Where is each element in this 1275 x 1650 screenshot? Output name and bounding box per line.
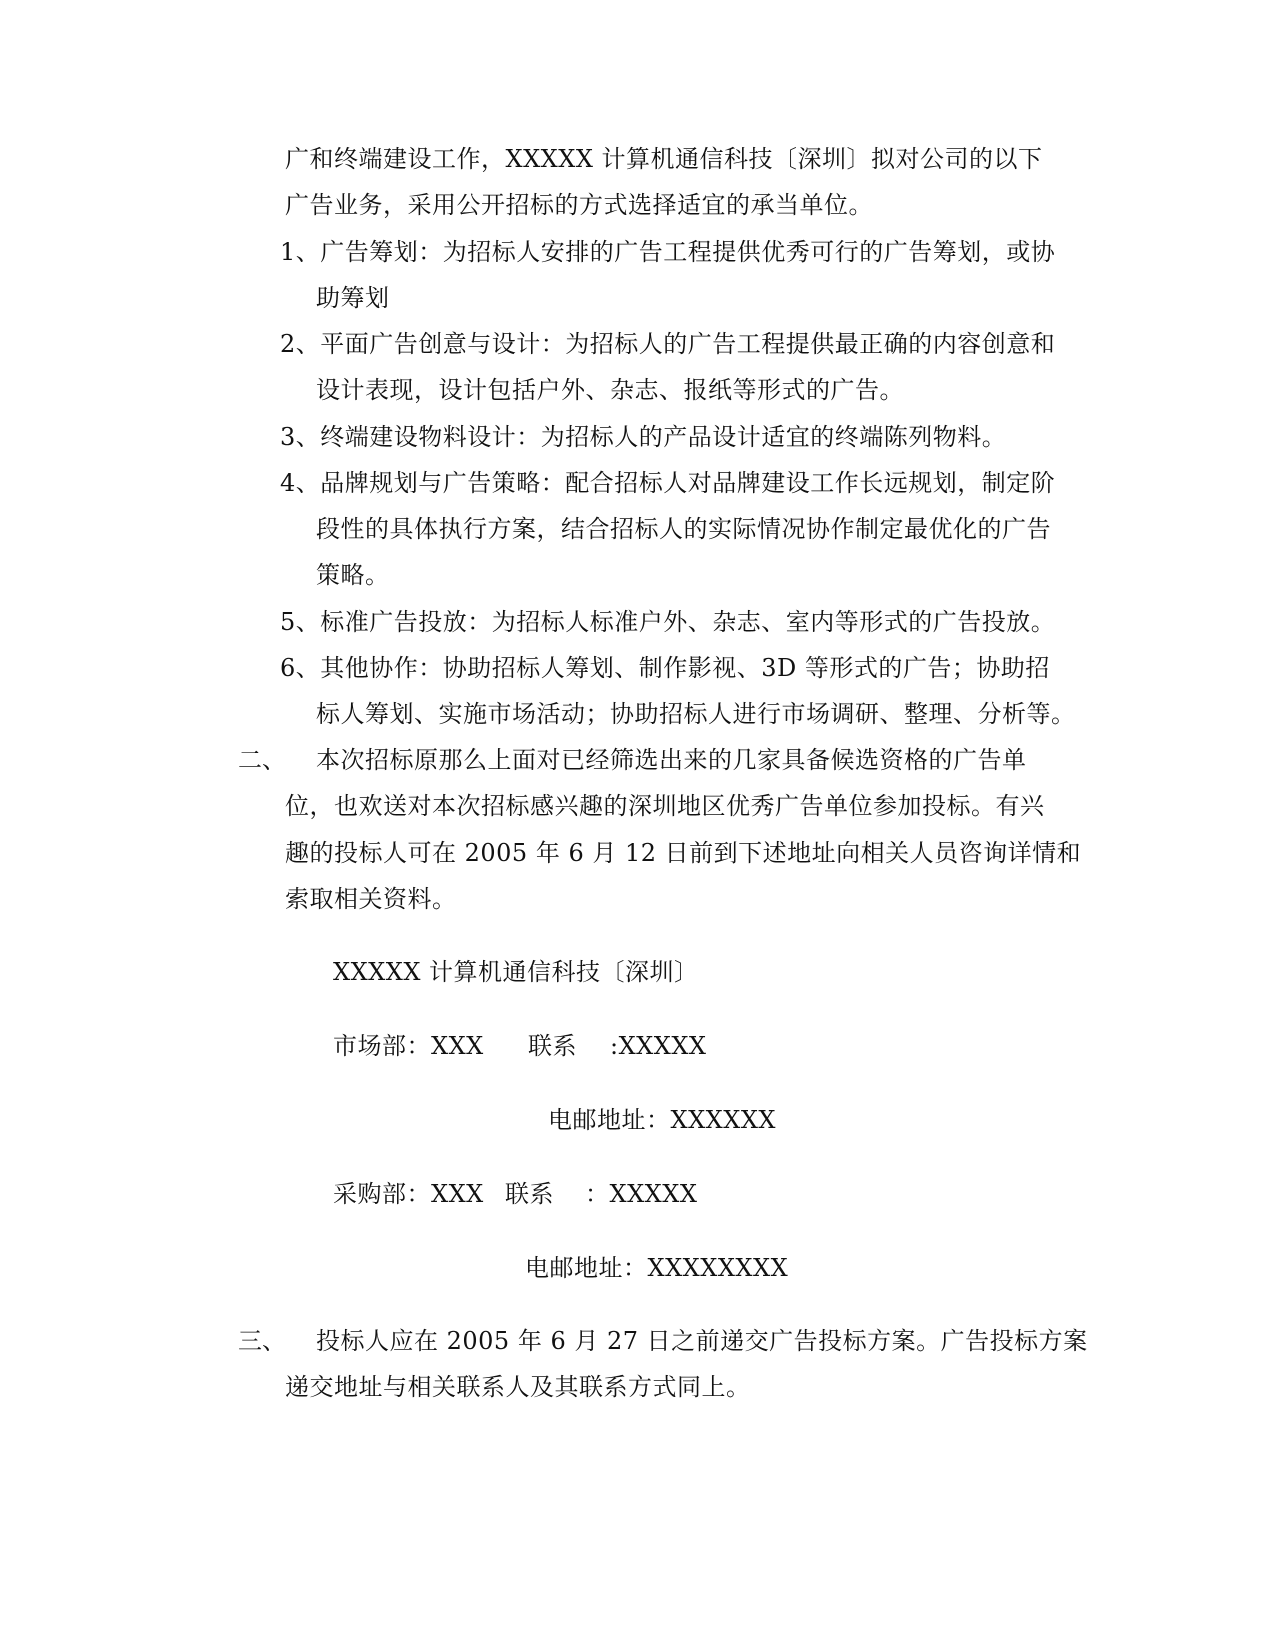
list-item-text: 广告筹划：为招标人安排的广告工程提供优秀可行的广告筹划，或协	[320, 238, 1056, 266]
list-item-5	[280, 605, 1055, 639]
section-2-line-2: 位，也欢送对本次招标感兴趣的深圳地区优秀广告单位参加投标。有兴	[285, 792, 1045, 820]
section-3-number: 三、	[238, 1327, 286, 1355]
purchase-email: 电邮地址：XXXXXXXX	[525, 1254, 789, 1282]
list-item-text: 标准广告投放：为招标人标准户外、杂志、室内等形式的广告投放。	[320, 608, 1056, 636]
section-3-line-1: 投标人应在 2005 年 6 月 27 日之前递交广告投标方案。广告投标方案	[316, 1327, 1088, 1355]
section-2-line-1: 本次招标原那么上面对已经筛选出来的几家具备候选资格的广告单	[316, 746, 1027, 774]
list-item-number: 3、	[280, 423, 321, 451]
list-item-3	[280, 420, 1006, 454]
list-item-text: 终端建设物料设计：为招标人的产品设计适宜的终端陈列物料。	[320, 423, 1007, 451]
list-item-number: 6、	[280, 654, 321, 682]
list-item-4-continuation-1: 段性的具体执行方案，结合招标人的实际情况协作制定最优化的广告	[316, 515, 1051, 543]
market-phone-label: 联系	[528, 1032, 577, 1060]
list-item-6	[280, 651, 1050, 685]
market-email: 电邮地址：XXXXXX	[548, 1106, 777, 1134]
list-item-number: 4、	[280, 469, 321, 497]
list-item-text: 品牌规划与广告策略：配合招标人对品牌建设工作长远规划，制定阶	[320, 469, 1056, 497]
market-dept-label: 市场部：XXX	[333, 1032, 484, 1060]
list-item-4	[280, 466, 1055, 500]
list-item-6-continuation: 标人筹划、实施市场活动；协助招标人进行市场调研、整理、分析等。	[316, 700, 1076, 728]
purchase-phone-value: ：XXXXX	[585, 1180, 698, 1208]
list-item-number: 1、	[280, 238, 321, 266]
list-item-1-continuation: 助筹划	[316, 284, 390, 312]
list-item-2-continuation: 设计表现，设计包括户外、杂志、报纸等形式的广告。	[316, 376, 904, 404]
list-item-text: 其他协作：协助招标人筹划、制作影视、3D 等形式的广告；协助招	[320, 654, 1050, 682]
list-item-4-continuation-2: 策略。	[316, 561, 390, 589]
section-2-line-3: 趣的投标人可在 2005 年 6 月 12 日前到下述地址向相关人员咨询详情和	[285, 839, 1082, 867]
intro-line-1: 广和终端建设工作，XXXXX 计算机通信科技〔深圳〕拟对公司的以下	[285, 145, 1043, 173]
section-2-line-4: 索取相关资料。	[285, 885, 457, 913]
list-item-text: 平面广告创意与设计：为招标人的广告工程提供最正确的内容创意和	[320, 330, 1056, 358]
list-item-number: 5、	[280, 608, 321, 636]
intro-line-2: 广告业务，采用公开招标的方式选择适宜的承当单位。	[285, 191, 873, 219]
list-item-2	[280, 327, 1055, 361]
section-2-number: 二、	[238, 746, 286, 774]
list-item-1	[280, 235, 1055, 269]
market-phone-value: :XXXXX	[610, 1032, 707, 1060]
section-3-line-2: 递交地址与相关联系人及其联系方式同上。	[285, 1373, 751, 1401]
contact-company: XXXXX 计算机通信科技〔深圳〕	[333, 958, 699, 986]
purchase-phone-label: 联系	[505, 1180, 554, 1208]
list-item-number: 2、	[280, 330, 321, 358]
purchase-dept-label: 采购部：XXX	[333, 1180, 484, 1208]
